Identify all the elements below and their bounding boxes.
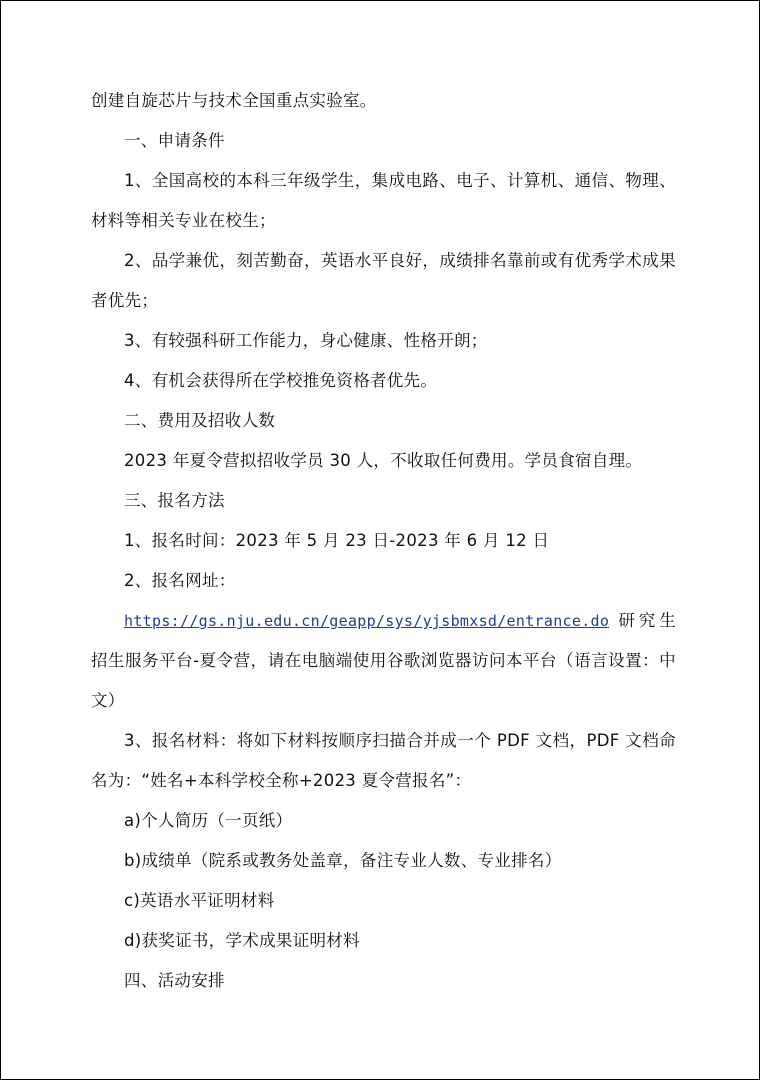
material-b: b)成绩单（院系或教务处盖章，备注专业人数、专业排名）: [124, 851, 562, 870]
registration-materials: 3、报名材料：将如下材料按顺序扫描合并成一个 PDF 文档，PDF 文档命名为：“姓名+本科学校全称+2023 夏令营报名”：: [91, 731, 676, 790]
registration-time: 1、报名时间：2023 年 5 月 23 日-2023 年 6 月 12 日: [124, 531, 550, 550]
section-heading-schedule: 四、活动安排: [124, 971, 225, 990]
intro-line: 创建自旋芯片与技术全国重点实验室。: [91, 91, 377, 110]
section-heading-fees: 二、费用及招收人数: [124, 411, 276, 430]
registration-url-link[interactable]: https://gs.nju.edu.cn/geapp/sys/yjsbmxsd/entrance.do: [124, 612, 610, 630]
section-heading-registration: 三、报名方法: [124, 491, 225, 510]
condition-4: 4、有机会获得所在学校推免资格者优先。: [124, 371, 438, 390]
material-d: d)获奖证书，学术成果证明材料: [124, 931, 360, 950]
registration-site-label: 2、报名网址：: [124, 571, 236, 590]
material-a: a)个人简历（一页纸）: [124, 811, 293, 830]
material-c: c)英语水平证明材料: [124, 891, 275, 910]
document-body: [91, 81, 676, 1001]
section-heading-conditions: 一、申请条件: [124, 131, 225, 150]
condition-3: 3、有较强科研工作能力，身心健康、性格开朗；: [124, 331, 488, 350]
registration-site-description: 研究生招生服务平台-夏令营，请在电脑端使用谷歌浏览器访问本平台（语言设置：中文）: [91, 611, 676, 710]
registration-site-paragraph: [91, 601, 676, 721]
condition-1: 1、全国高校的本科三年级学生，集成电路、电子、计算机、通信、物理、材料等相关专业在校生；: [91, 171, 676, 230]
fee-text: 2023 年夏令营拟招收学员 30 人，不收取任何费用。学员食宿自理。: [124, 451, 643, 470]
condition-2: 2、品学兼优，刻苦勤奋，英语水平良好，成绩排名靠前或有优秀学术成果者优先；: [91, 251, 676, 310]
